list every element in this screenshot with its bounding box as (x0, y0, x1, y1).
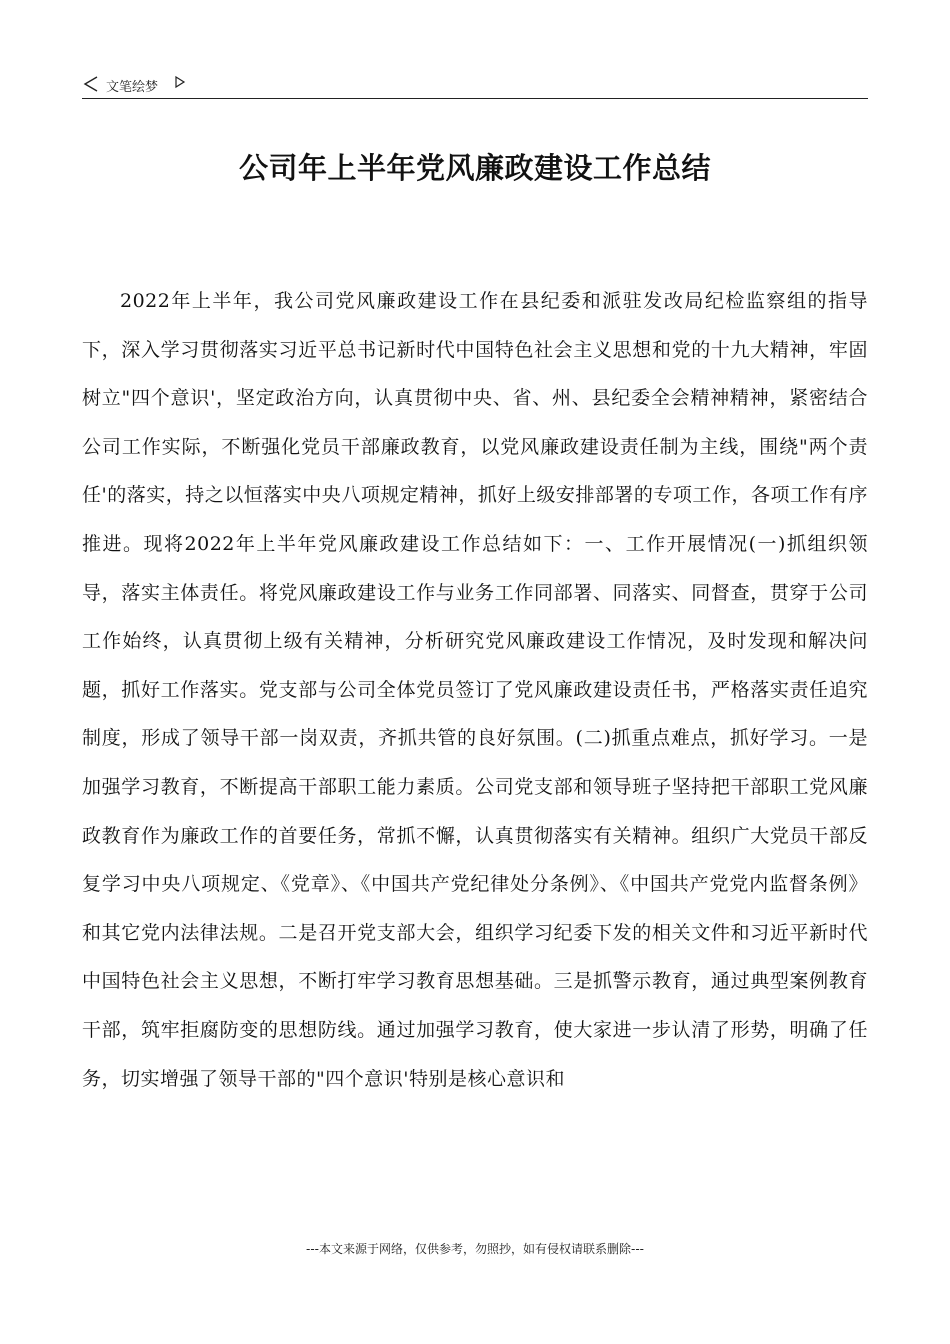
document-body: 2022年上半年，我公司党风廉政建设工作在县纪委和派驻发改局纪检监察组的指导下，深入学习贯彻落实习近平总书记新时代中国特色社会主义思想和党的十九大精神，牢固树立"四个意识'，坚定政治方向，认真贯彻中央、省、州、县纪委全会精神精神，紧密结合公司工作实际，不断强化党员干部廉政教育，以党风廉政建设责任制为主线，围绕"两个责任'的落实，持之以恒落实中央八项规定精神，抓好上级安排部署的专项工作，各项工作有序推进。现将2022年上半年党风廉政建设工作总结如下：一、工作开展情况(一)抓组织领导，落实主体责任。将党风廉政建设工作与业务工作同部署、同落实、同督查，贯穿于公司工作始终，认真贯彻上级有关精神，分析研究党风廉政建设工作情况，及时发现和解决问题，抓好工作落实。党支部与公司全体党员签订了党风廉政建设责任书，严格落实责任追究制度，形成了领导干部一岗双责，齐抓共管的良好氛围。(二)抓重点难点，抓好学习。一是加强学习教育，不断提高干部职工能力素质。公司党支部和领导班子坚持把干部职工党风廉政教育作为廉政工作的首要任务，常抓不懈，认真贯彻落实有关精神。组织广大党员干部反复学习中央八项规定、《党章》、《中国共产党纪律处分条例》、《中国共产党党内监督条例》和其它党内法律法规。二是召开党支部大会，组织学习纪委下发的相关文件和习近平新时代中国特色社会主义思想，不断打牢学习教育思想基础。三是抓警示教育，通过典型案例教育干部，筑牢拒腐防变的思想防线。通过加强学习教育，使大家进一步认清了形势，明确了任务，切实增强了领导干部的"四个意识'特别是核心意识和 (82, 290, 868, 1090)
page-header (82, 72, 868, 99)
footer-notice: ---本文来源于网络，仅供参考，勿照抄，如有侵权请联系删除--- (306, 1242, 644, 1256)
right-triangle-icon (174, 75, 186, 89)
left-triangle-icon (82, 74, 102, 94)
document-title: 公司年上半年党风廉政建设工作总结 (238, 151, 711, 185)
header-brand: 文笔绘梦 (106, 80, 159, 95)
